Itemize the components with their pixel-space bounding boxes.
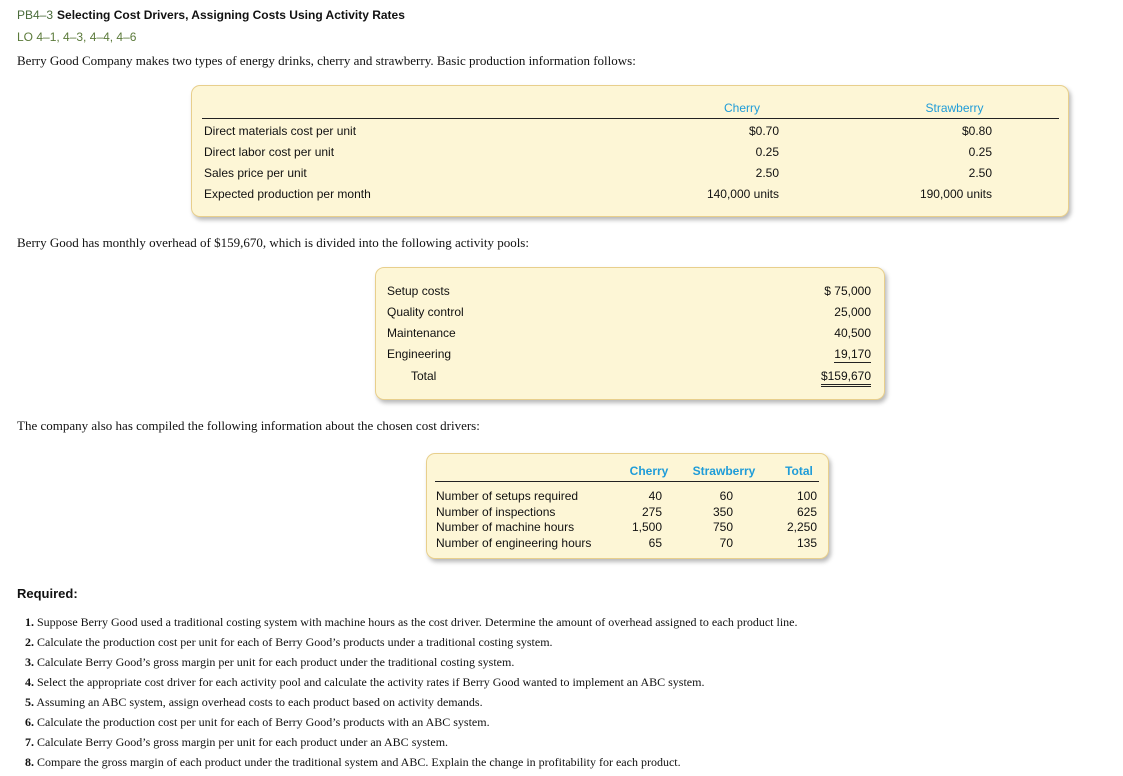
item-text: Compare the gross margin of each product under the traditional system and ABC. Explain the change in profitability for each product. [37,755,681,769]
pool-amount-value: 25,000 [834,305,871,319]
cell-strawberry: $0.80 [961,124,992,138]
item-number: 2. [25,635,34,649]
header-cherry: Cherry [629,464,669,478]
cost-drivers-table [426,453,829,559]
problem-heading [17,8,405,22]
driver-label: Number of inspections [436,505,556,519]
cell-cherry: 1,500 [631,520,662,534]
cell-cherry: 65 [648,536,662,550]
header-strawberry: Strawberry [925,101,984,115]
total-label: Total [411,369,437,383]
item-number: 3. [25,655,34,669]
cell-cherry: 2.50 [755,166,779,180]
problem-code: PB4–3 [17,8,54,22]
required-item-2 [25,635,553,650]
cell-total: 100 [796,489,817,503]
cell-total: 135 [796,536,817,550]
driver-label: Number of setups required [436,489,579,503]
item-text: Assuming an ABC system, assign overhead costs to each product based on activity demands. [36,695,483,709]
required-item-1 [25,615,797,630]
pool-label: Engineering [387,347,452,361]
pool-label: Setup costs [387,284,450,298]
item-text: Calculate Berry Good’s gross margin per unit for each product under the traditional costing system. [37,655,515,669]
learning-objectives: LO 4–1, 4–3, 4–4, 4–6 [17,30,137,44]
item-text: Suppose Berry Good used a traditional costing system with machine hours as the cost driver. Determine the amount of overhead assigned to each product line. [37,615,798,629]
required-item-6 [25,715,490,730]
item-text: Calculate the production cost per unit for each of Berry Good’s products under a traditional costing system. [37,635,553,649]
cell-strawberry: 190,000 units [919,187,992,201]
row-label: Direct materials cost per unit [204,124,357,138]
production-info-table [191,85,1069,217]
pool-amount-value: 40,500 [834,326,871,340]
required-item-4 [25,675,704,690]
required-item-7 [25,735,448,750]
cell-total: 625 [796,505,817,519]
cell-strawberry: 0.25 [968,145,992,159]
header-rule [435,481,819,482]
item-text: Calculate Berry Good’s gross margin per unit for each product under an ABC system. [37,735,449,749]
problem-title: Selecting Cost Drivers, Assigning Costs Using Activity Rates [57,8,405,22]
total-amount-value: $159,670 [821,369,871,387]
item-number: 8. [25,755,34,769]
header-total: Total [785,464,813,478]
pool-label: Quality control [387,305,464,319]
activity-pools-table [375,267,885,400]
required-item-8 [25,755,681,770]
required-item-3 [25,655,514,670]
item-number: 6. [25,715,34,729]
required-item-5 [25,695,483,710]
row-label: Sales price per unit [204,166,307,180]
item-number: 5. [25,695,34,709]
item-number: 4. [25,675,34,689]
intro-paragraph: Berry Good Company makes two types of energy drinks, cherry and strawberry. Basic production information follows: [17,53,636,68]
cell-strawberry: 70 [719,536,733,550]
driver-label: Number of machine hours [436,520,575,534]
item-number: 7. [25,735,34,749]
pool-amount [771,305,871,319]
total-amount [771,369,871,383]
header-rule [202,118,1059,119]
driver-label: Number of engineering hours [436,536,592,550]
cell-cherry: 140,000 units [706,187,779,201]
required-heading: Required: [17,586,78,601]
cell-strawberry: 350 [712,505,733,519]
cell-strawberry: 2.50 [968,166,992,180]
cell-cherry: $0.70 [748,124,779,138]
item-number: 1. [25,615,34,629]
pool-amount-value: $ 75,000 [824,284,871,298]
cell-cherry: 0.25 [755,145,779,159]
cell-strawberry: 750 [712,520,733,534]
overhead-paragraph: Berry Good has monthly overhead of $159,670, which is divided into the following activity pools: [17,235,529,250]
cell-cherry: 275 [641,505,662,519]
row-label: Direct labor cost per unit [204,145,335,159]
pool-amount-value: 19,170 [834,347,871,361]
header-strawberry: Strawberry [692,464,756,478]
cell-total: 2,250 [786,520,817,534]
item-text: Select the appropriate cost driver for each activity pool and calculate the activity rates if Berry Good wanted to implement an ABC system. [37,675,705,689]
item-text: Calculate the production cost per unit for each of Berry Good’s products with an ABC system. [37,715,490,729]
header-cherry: Cherry [723,101,760,115]
pool-amount [771,326,871,340]
pool-amount [771,284,871,298]
cell-strawberry: 60 [719,489,733,503]
row-label: Expected production per month [204,187,371,201]
pool-amount [771,347,871,361]
pool-label: Maintenance [387,326,456,340]
drivers-paragraph: The company also has compiled the following information about the chosen cost drivers: [17,418,480,433]
cell-cherry: 40 [648,489,662,503]
